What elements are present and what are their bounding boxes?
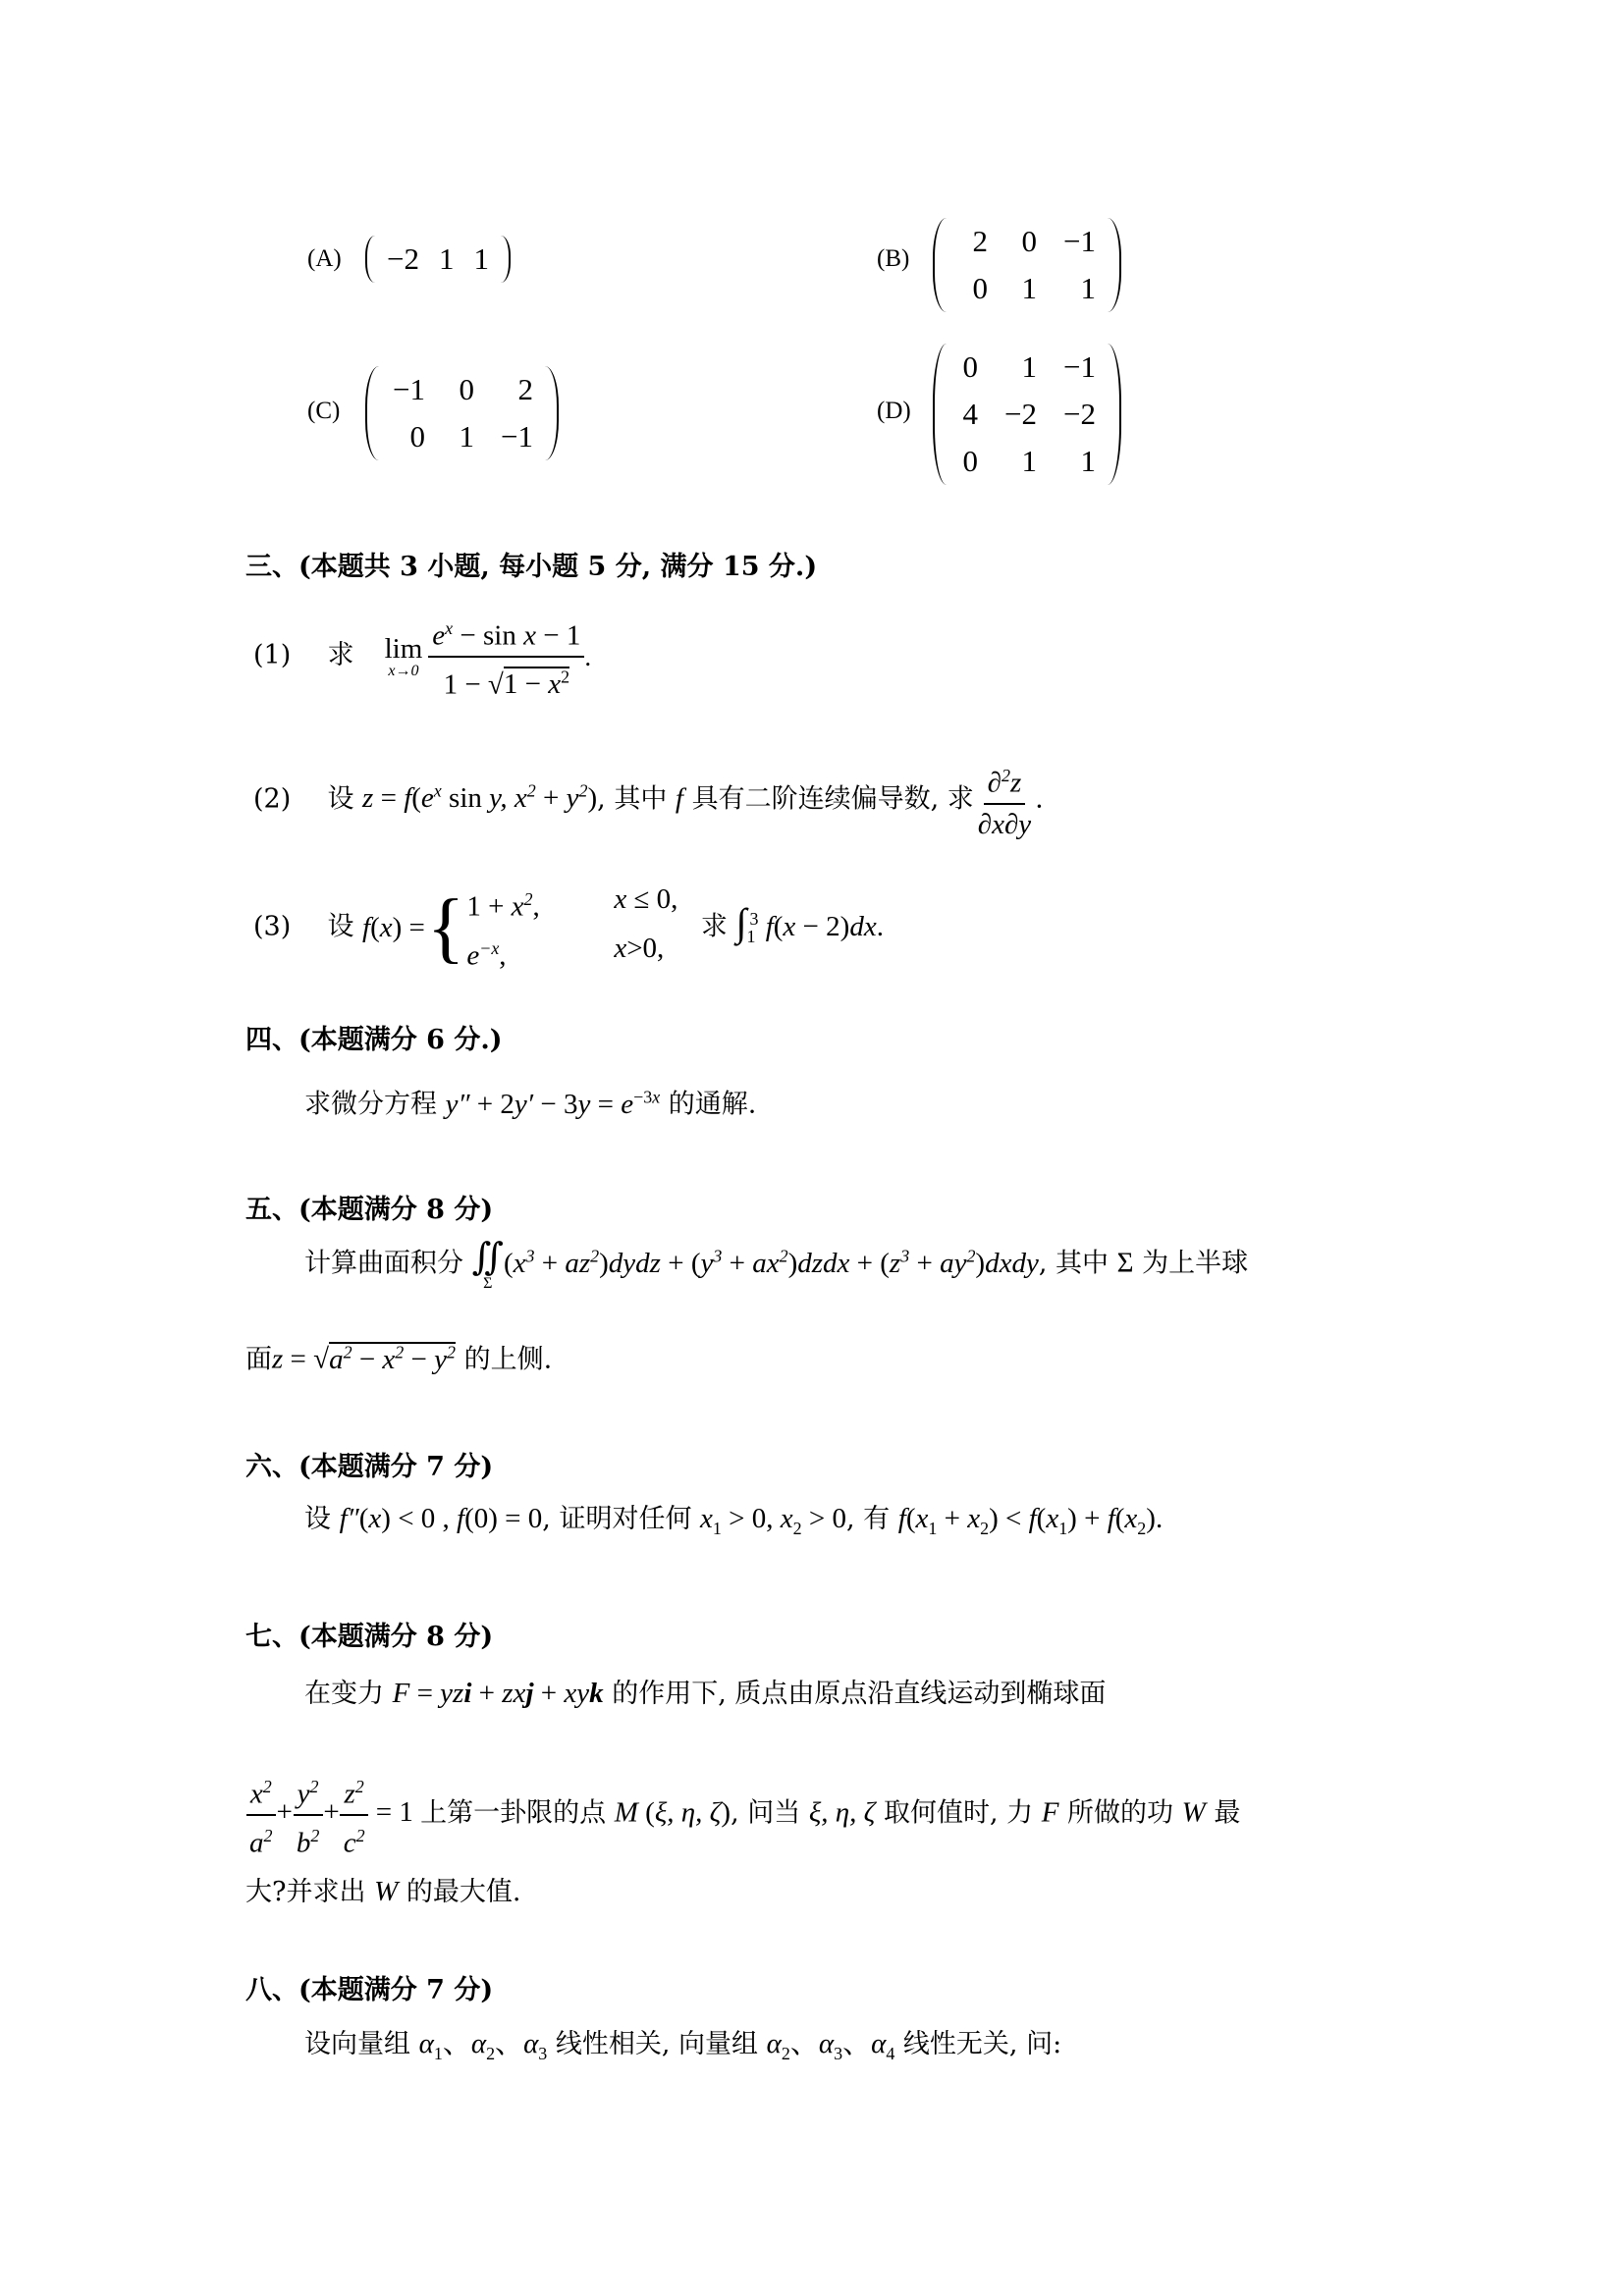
- section3-heading: 三、(本题共 3 小题, 每小题 5 分, 满分 15 分.): [245, 552, 818, 582]
- q1-text: 求: [327, 640, 354, 671]
- section5-heading: 五、(本题满分 8 分): [245, 1195, 494, 1225]
- s8-text-a: 设向量组: [304, 2029, 410, 2059]
- q2-text-c: 具有二阶连续偏导数, 求: [691, 783, 974, 815]
- cell: 0: [409, 419, 425, 454]
- q2-function: $z = f(e^x$ sin y, $x^2 + y^2$): [362, 780, 598, 815]
- q2-text-b: , 其中: [597, 783, 668, 815]
- cell: 0: [972, 271, 988, 305]
- section3-q2: (2) 设 $z = f(e^x$ sin y, $x^2 + y^2$), 其中 f 具有二阶连续偏导数, 求 $\frac{\partial^2z}{\partial x\partial y}$ .: [253, 756, 1044, 844]
- s6-text-a: 设: [304, 1504, 331, 1534]
- cell: 1: [438, 241, 455, 276]
- section6-heading: 六、(本题满分 7 分): [245, 1452, 494, 1482]
- cell: 0: [1021, 224, 1037, 258]
- cell: −1: [1063, 349, 1096, 384]
- cell: −2: [1063, 397, 1096, 431]
- cell: 0: [962, 444, 978, 478]
- option-d-label: (D): [877, 398, 911, 424]
- section7-heading: 七、(本题满分 8 分): [245, 1622, 494, 1652]
- cell: 1: [1021, 349, 1037, 384]
- q2-number: (2): [253, 783, 292, 815]
- s6-text-b: , 证明对任何: [542, 1504, 692, 1534]
- q3-piecewise: f ( x ) = { $1 + x^2$, x ≤ 0, $e^{-x}$, x>0,: [362, 883, 678, 972]
- section5-line1: 计算曲面积分 ∬ Σ ($x^3$ + $az^2)dydz + (y^3$ + $ax^2)dzdx + (z^3$ + $ay^2)dxdy$, 其中 Σ 为上半球: [304, 1237, 1249, 1292]
- s7-text-e: 取何值时, 力: [883, 1797, 1034, 1829]
- cell: 1: [473, 241, 489, 276]
- s7-text-a: 在变力: [304, 1679, 384, 1709]
- q3-text-b: 求: [700, 911, 728, 942]
- option-b-matrix: [933, 218, 1121, 312]
- s7-text-d: , 问当: [731, 1797, 801, 1829]
- section5-line2: [245, 1335, 552, 1377]
- section3-q1: [253, 609, 591, 704]
- s4-text-a: 求微分方程: [304, 1089, 437, 1120]
- option-a-label: (A): [307, 245, 342, 272]
- q3-integral: $\int_1^3$ f(x − 2)dx.: [735, 899, 884, 946]
- section6-body: 设 f″(x) < 0 , f(0) = 0, 证明对任何 $x_1 > 0$, $x_2 > 0$, 有 $f(x_1 + x_2) < f(x_1) + f(x_2)$.: [304, 1503, 1164, 1538]
- cell: 1: [459, 419, 474, 454]
- s5-text-a: 计算曲面积分: [304, 1248, 463, 1279]
- cell: −2: [387, 241, 419, 276]
- s5-text-b: , 其中: [1038, 1248, 1110, 1279]
- cell: 1: [1080, 271, 1096, 305]
- s6-text-c: , 有: [845, 1504, 891, 1534]
- cell: 1: [1080, 444, 1096, 478]
- s8-text-b: 线性相关, 向量组: [555, 2029, 759, 2059]
- s4-text-b: 的通解.: [668, 1089, 757, 1120]
- q3-number: (3): [253, 911, 292, 942]
- section7-line3: 大?并求出 W 的最大值.: [245, 1876, 521, 1907]
- section8-heading: 八、(本题满分 7 分): [245, 1975, 494, 2005]
- q1-number: (1): [253, 640, 292, 671]
- cell: 1: [1021, 271, 1037, 305]
- section4-heading: 四、(本题满分 6 分.): [245, 1025, 503, 1055]
- option-b-label: (B): [877, 245, 910, 272]
- s7-text-i: 的最大值.: [406, 1877, 521, 1907]
- s7-text-g: 最: [1214, 1797, 1241, 1829]
- cell: −1: [393, 372, 425, 406]
- cell: −2: [1004, 397, 1037, 431]
- option-d-matrix: [933, 344, 1121, 485]
- option-a-matrix: [365, 236, 511, 283]
- cell: 1: [1021, 444, 1037, 478]
- s5-surface: $z = √a^2 - x^2 - y^2$: [272, 1342, 456, 1375]
- section3-q3: [253, 879, 884, 976]
- cell: −1: [501, 419, 533, 454]
- s7-text-f: 所做的功: [1067, 1797, 1174, 1829]
- section4-body: [304, 1080, 756, 1122]
- s7-text-b: 的作用下, 质点由原点沿直线运动到椭球面: [612, 1679, 1107, 1709]
- s4-equation: $y'' + 2y' - 3y = e^{-3x}$: [445, 1087, 661, 1120]
- s7-text-h: 大?并求出: [245, 1877, 366, 1907]
- s5-text-c: 为上半球: [1142, 1248, 1249, 1279]
- cell: 4: [962, 397, 978, 431]
- section8-body: 设向量组 $\alpha_1$、$\alpha_2$、$\alpha_3$ 线性相关, 向量组 $\alpha_2$、$\alpha_3$、$\alpha_4$ 线性无关, 问:: [304, 2028, 1062, 2063]
- s7-ellipsoid: $\frac{x^2}{a^2}$ + $\frac{y^2}{b^2}$ + $\frac{z^2}{c^2}$ = 1: [245, 1796, 420, 1828]
- s8-text-c: 线性无关, 问:: [902, 2029, 1062, 2059]
- cell: −1: [1063, 224, 1096, 258]
- s5-text-e: 的上侧.: [463, 1344, 553, 1375]
- q2-text-a: 设: [327, 783, 354, 815]
- section7-line1: 在变力 F = yzi + zxj + xyk 的作用下, 质点由原点沿直线运动到椭球面: [304, 1678, 1107, 1709]
- q3-text-a: 设: [327, 911, 354, 942]
- q1-formula: lim x→0 $\frac{e^x - \sin x - 1}{1 - √1 - x^2}$ .: [385, 609, 591, 704]
- s7-text-c: 上第一卦限的点: [420, 1797, 607, 1829]
- cell: 0: [962, 349, 978, 384]
- section7-line2: $\frac{x^2}{a^2}$ + $\frac{y^2}{b^2}$ + $\frac{z^2}{c^2}$ = 1 上第一卦限的点 M (ξ, η, ζ), 问当 ξ, η, ζ 取何值时, 力 F 所做的功 W 最: [245, 1767, 1240, 1862]
- option-c-matrix: [365, 366, 559, 460]
- s5-text-d: 面: [245, 1344, 272, 1375]
- option-c-label: (C): [307, 398, 341, 424]
- cell: 2: [517, 372, 533, 406]
- cell: 2: [972, 224, 988, 258]
- q2-derivative: $\frac{\partial^2z}{\partial x\partial y}$: [974, 756, 1035, 844]
- s5-integral: ∬ Σ ($x^3$ + $az^2)dydz + (y^3$ + $ax^2)dzdx + (z^3$ + $ay^2)dxdy$: [471, 1237, 1039, 1292]
- cell: 0: [459, 372, 474, 406]
